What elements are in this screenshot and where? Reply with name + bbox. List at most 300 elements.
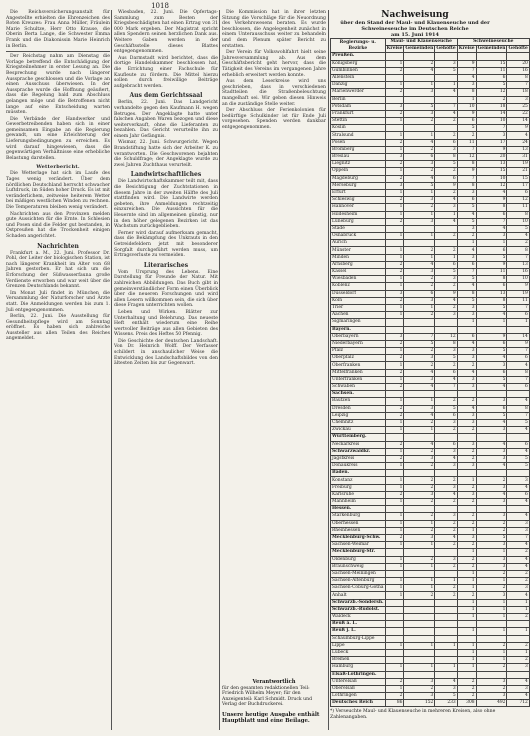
region-name: Trier <box>331 304 386 311</box>
region-name: Mecklenburg-Schw. <box>331 534 386 541</box>
region-name: Hamburg <box>331 664 386 671</box>
table-cell: 4 <box>457 340 476 347</box>
table-cell: 3 <box>404 110 435 117</box>
table-cell: 3 <box>476 448 507 455</box>
region-name: Oberhessen <box>331 520 386 527</box>
table-cell: 2 <box>385 340 404 347</box>
region-name: Wiesbaden <box>331 276 386 283</box>
table-cell: 1 <box>385 513 404 520</box>
table-cell: 5 <box>435 161 457 168</box>
table-cell: 1 <box>404 585 435 592</box>
region-name: Oberfranken <box>331 362 386 369</box>
region-name: Baden. <box>331 470 386 477</box>
table-cell: 2 <box>404 463 435 470</box>
header-gehoefte: Gehöfte <box>508 46 528 52</box>
header-gemeinden: Gemeinden <box>477 46 506 52</box>
table-row <box>331 247 530 254</box>
table-cell: 8 <box>457 290 476 297</box>
article-paragraph: Berlin, 22. Juni. Die Ausstellung für Gesundheitspflege wird am Sonntag eröffnet. Es haben sich zahlreiche Aussteller aus allen Teilen des Reiches angemeldet. <box>6 314 110 342</box>
table-cell: 4 <box>404 441 435 448</box>
table-cell: 1 <box>385 427 404 434</box>
table-cell: 2 <box>435 304 457 311</box>
table-cell <box>385 657 404 664</box>
table-cell: 7 <box>476 218 507 225</box>
table-cell <box>404 96 435 103</box>
table-cell: 1 <box>435 578 457 585</box>
table-cell: 12 <box>476 182 507 189</box>
article-paragraph: Berlin, 22. Juni. Das Landgericht verhandelte gegen den Kaufmann H. wegen Betruges. Der Angeklagte hatte unter falschen Angaben Waren bezogen und diese weiterverkauft, ohne die Lieferanten zu bezahlen. Das Gericht verurteilte ihn zu einem Jahr Gefängnis. <box>114 100 218 139</box>
region-name: Chemnitz <box>331 419 386 426</box>
table-cell: 1 <box>476 649 507 656</box>
table-cell: 6 <box>507 189 529 196</box>
table-row <box>331 441 530 448</box>
table-cell: 4 <box>457 369 476 376</box>
table-cell: 3 <box>457 225 476 232</box>
table-cell: 2 <box>435 132 457 139</box>
table-cell: 1 <box>457 240 476 247</box>
table-cell: 1 <box>476 319 507 326</box>
table-cell: 12 <box>507 197 529 204</box>
table-cell <box>457 53 476 60</box>
table-cell: 1 <box>457 606 476 613</box>
region-name: Osnabrück <box>331 233 386 240</box>
table-cell: 1 <box>404 398 435 405</box>
table-cell: 9 <box>476 197 507 204</box>
table-row <box>331 110 530 117</box>
table-cell <box>385 606 404 613</box>
table-cell <box>385 225 404 232</box>
table-cell <box>476 506 507 513</box>
table-cell <box>435 391 457 398</box>
table-cell: 5 <box>507 455 529 462</box>
article-paragraph: Die Geschichte der deutschen Landschaft. Von Dr. Heinrich Wolff. Der Verfasser schildert in anschaulicher Weise die Entwicklung des Landschaftsbildes von den ältesten Zeiten bis zur Gegenwart. <box>114 338 218 367</box>
region-name: Düsseldorf <box>331 290 386 297</box>
table-cell: 1 <box>507 649 529 656</box>
table-cell: 1 <box>385 211 404 218</box>
table-cell: 6 <box>457 118 476 125</box>
table-cell: 4 <box>435 455 457 462</box>
table-cell: 1 <box>385 484 404 491</box>
table-cell: 4 <box>476 189 507 196</box>
table-cell: 2 <box>404 419 435 426</box>
region-name: Aachen <box>331 312 386 319</box>
table-cell <box>435 649 457 656</box>
table-row <box>331 96 530 103</box>
table-cell: 15 <box>476 168 507 175</box>
table-row <box>331 384 530 391</box>
table-cell: 1 <box>385 585 404 592</box>
table-cell: 4 <box>435 678 457 685</box>
region-name: Koblenz <box>331 283 386 290</box>
table-cell: 8 <box>476 276 507 283</box>
table-cell: 1 <box>457 96 476 103</box>
table-cell: 2 <box>457 513 476 520</box>
editor-box <box>222 680 326 708</box>
table-cell: 2 <box>476 664 507 671</box>
table-cell: 8 <box>507 74 529 81</box>
table-cell: 2 <box>404 362 435 369</box>
table-cell: 2 <box>385 197 404 204</box>
table-cell: 3 <box>457 348 476 355</box>
table-cell: 3 <box>404 491 435 498</box>
table-cell: 6 <box>435 261 457 268</box>
edition-note: Unsere heutige Ausgabe enthält Hauptblatt und eine Beilage. <box>222 712 320 724</box>
article-paragraph: Wismar, 22. Juni. Schwurgericht. Wegen Brandstiftung hatte sich der Arbeiter K. zu verantworten. Die Geschworenen bejahten die Schuldfrage; der Angeklagte wurde zu zwei Jahren Zuchthaus verurteilt. <box>114 140 218 168</box>
region-name: Posen <box>331 139 386 146</box>
table-cell: 9 <box>476 146 507 153</box>
table-row <box>331 139 530 146</box>
table-row <box>331 103 530 110</box>
table-row <box>331 182 530 189</box>
table-cell: 1 <box>404 563 435 570</box>
table-cell: 1 <box>385 60 404 67</box>
table-cell: 5 <box>476 412 507 419</box>
table-cell: 2 <box>404 283 435 290</box>
table-cell <box>385 506 404 513</box>
table-cell: 3 <box>404 297 435 304</box>
table-cell: 4 <box>476 419 507 426</box>
table-cell <box>435 319 457 326</box>
table-cell: 2 <box>404 527 435 534</box>
table-cell: 7 <box>476 125 507 132</box>
table-cell: 4 <box>476 441 507 448</box>
table-cell: 3 <box>457 82 476 89</box>
table-row <box>331 520 530 527</box>
table-cell <box>385 240 404 247</box>
table-row <box>331 542 530 549</box>
region-name: Reuß ä. L. <box>331 621 386 628</box>
table-cell: 1 <box>457 599 476 606</box>
table-cell: 3 <box>404 678 435 685</box>
table-cell: 2 <box>435 585 457 592</box>
table-cell: 4 <box>435 89 457 96</box>
table-cell: 2 <box>404 592 435 599</box>
region-name: Mecklenburg-Str. <box>331 549 386 556</box>
region-name: Bremen <box>331 657 386 664</box>
editor-title: Verantwortlich <box>252 679 296 685</box>
region-name: Niederbayern <box>331 340 386 347</box>
table-cell: 8 <box>507 247 529 254</box>
table-cell: 3 <box>404 269 435 276</box>
table-cell <box>404 549 435 556</box>
table-cell: 16 <box>507 67 529 74</box>
table-row <box>331 168 530 175</box>
table-cell: 5 <box>404 182 435 189</box>
table-cell: 2 <box>457 398 476 405</box>
table-row <box>331 391 530 398</box>
region-name: Unterfranken <box>331 376 386 383</box>
region-name: Unterelsaß <box>331 678 386 685</box>
table-cell: 1 <box>385 527 404 534</box>
table-cell: 2 <box>507 578 529 585</box>
table-cell: 4 <box>507 592 529 599</box>
table-cell: 2 <box>385 139 404 146</box>
table-row <box>331 326 530 333</box>
table-cell: 2 <box>435 168 457 175</box>
table-cell <box>404 671 435 678</box>
table-cell <box>457 635 476 642</box>
table-row <box>331 599 530 606</box>
table-cell: 7 <box>507 254 529 261</box>
table-cell <box>385 53 404 60</box>
table-cell: 1 <box>457 477 476 484</box>
table-cell: 9 <box>507 283 529 290</box>
section-heading: Wetterbericht. <box>36 164 80 171</box>
table-row <box>331 283 530 290</box>
table-cell: 1 <box>457 657 476 664</box>
table-cell <box>404 125 435 132</box>
region-name: Sachsen-Coburg-Gotha <box>332 585 384 591</box>
table-cell: 14 <box>507 333 529 340</box>
table-cell: 1 <box>385 664 404 671</box>
table-cell: 1 <box>385 189 404 196</box>
table-cell: 1 <box>385 132 404 139</box>
table-cell: 3 <box>457 463 476 470</box>
table-row <box>331 82 530 89</box>
table-cell <box>435 506 457 513</box>
region-name: Oberelsaß <box>331 685 386 692</box>
table-cell: 1 <box>404 520 435 527</box>
table-cell: 6 <box>476 247 507 254</box>
table-cell: 3 <box>476 678 507 685</box>
table-cell: 3 <box>476 513 507 520</box>
table-cell <box>404 53 435 60</box>
region-name: Schwaben <box>331 384 386 391</box>
header-group-2: Schweineseuche <box>457 39 529 46</box>
table-cell <box>404 319 435 326</box>
table-cell: 5 <box>476 304 507 311</box>
table-cell <box>404 470 435 477</box>
table-cell: 8 <box>507 405 529 412</box>
table-cell: 3 <box>435 348 457 355</box>
table-cell <box>404 74 435 81</box>
table-cell: 5 <box>507 463 529 470</box>
table-cell: 1 <box>457 614 476 621</box>
table-cell: 10 <box>507 218 529 225</box>
table-cell: 1 <box>385 592 404 599</box>
table-cell <box>435 225 457 232</box>
table-cell: 1 <box>457 649 476 656</box>
table-cell: 2 <box>457 592 476 599</box>
table-row <box>331 369 530 376</box>
table-cell: 9 <box>457 110 476 117</box>
header-kreise: Kreise <box>386 46 403 52</box>
table-cell <box>476 635 507 642</box>
table-row <box>331 333 530 340</box>
table-cell: 1 <box>385 376 404 383</box>
table-cell: 1 <box>507 628 529 635</box>
table-cell <box>435 125 457 132</box>
region-name: Potsdam <box>331 103 386 110</box>
article-paragraph: Die Kommission hat in ihrer letzten Sitzung die Vorschläge für die Neuordnung des Verkehrswesens beraten. Es wurde beschlossen, die Angelegenheit zunächst in einem Unterausschuss weiter zu behandeln und dem Plenum später Bericht zu erstatten. <box>222 10 326 49</box>
table-footnote: *) Verseuchte Maul- und Klauenseuche in mehreren Kreisen, also ohne Zahlenangaben. <box>330 709 496 721</box>
table-cell: 5 <box>476 534 507 541</box>
table-cell: 1 <box>385 312 404 319</box>
table-row <box>331 578 530 585</box>
table-cell: 8 <box>435 154 457 161</box>
table-cell <box>404 570 435 577</box>
table-cell: 8 <box>457 89 476 96</box>
table-cell <box>435 671 457 678</box>
article-paragraph: Nachrichten aus den Provinzen melden gute Aussichten für die Ernte. In Schlesien und Posen sind die Felder gut bestanden, in Ostpreußen hat die Trockenheit einigen Schaden angerichtet. <box>6 211 110 239</box>
region-name: Stade <box>331 225 386 232</box>
table-cell: 4 <box>476 355 507 362</box>
table-cell: 7 <box>435 384 457 391</box>
table-cell: 4 <box>404 412 435 419</box>
table-row <box>331 506 530 513</box>
region-name: Königsberg <box>331 60 386 67</box>
table-cell: 14 <box>476 110 507 117</box>
table-cell: 3 <box>435 448 457 455</box>
header-kreise: Kreise <box>458 46 475 52</box>
table-cell: 19 <box>507 290 529 297</box>
table-cell <box>404 628 435 635</box>
table-cell: 18 <box>476 103 507 110</box>
table-cell: 2 <box>435 118 457 125</box>
table-row <box>331 398 530 405</box>
table-row <box>331 463 530 470</box>
region-name: Oberpfalz <box>331 355 386 362</box>
table-row <box>331 642 530 649</box>
table-cell: 5 <box>457 218 476 225</box>
table-cell: 21 <box>507 168 529 175</box>
region-name: Preußen. <box>331 53 386 60</box>
region-name: Schaumburg-Lippe <box>331 635 386 642</box>
table-cell: 8 <box>476 297 507 304</box>
table-cell: 9 <box>476 333 507 340</box>
table-cell: 1 <box>476 606 507 613</box>
table-cell <box>385 434 404 441</box>
column-divider <box>328 10 329 730</box>
table-cell: 1 <box>385 578 404 585</box>
table-cell: 2 <box>435 427 457 434</box>
table-row <box>331 649 530 656</box>
table-row <box>331 549 530 556</box>
table-cell: 2 <box>404 685 435 692</box>
table-cell: 4 <box>457 405 476 412</box>
table-cell <box>457 391 476 398</box>
article-paragraph: Ferner wird darauf aufmerksam gemacht, dass die Bekämpfung des Unkrauts in den Getreidefeldern jetzt mit besonderer Sorgfalt durchgeführt werden muss, um Ertragsverluste zu vermeiden. <box>114 230 218 259</box>
region-name: Lippe <box>331 642 386 649</box>
table-cell: 3 <box>507 520 529 527</box>
region-name: Schwarzwaldkr. <box>331 448 386 455</box>
table-cell: 5 <box>435 405 457 412</box>
table-cell: 6 <box>507 312 529 319</box>
region-name: Marienwerder <box>331 89 386 96</box>
table-cell: 2 <box>385 455 404 462</box>
region-name: Hessen. <box>331 506 386 513</box>
column-divider <box>111 10 112 730</box>
table-cell <box>385 649 404 656</box>
table-cell <box>404 621 435 628</box>
table-cell: 5 <box>457 204 476 211</box>
region-name: Hildesheim <box>331 211 386 218</box>
table-cell: 4 <box>507 513 529 520</box>
table-cell: 2 <box>385 534 404 541</box>
region-name: Sachsen-Weimar <box>331 542 386 549</box>
table-cell: 5 <box>507 419 529 426</box>
page-number: 1018 <box>151 2 169 10</box>
table-cell: 10 <box>457 103 476 110</box>
table-cell: 4 <box>404 369 435 376</box>
table-row <box>331 276 530 283</box>
table-cell: 3 <box>476 592 507 599</box>
table-cell: 1 <box>435 82 457 89</box>
table-cell: 1 <box>385 283 404 290</box>
table-cell <box>507 434 529 441</box>
article-paragraph: Vom Ursprung des Lebens. Eine Darstellung für Freunde der Natur. Mit zahlreichen Abbildungen. Das Buch gibt in gemeinverständlicher Form einen Überblick über die neueren Forschungen und wird allen Lesern willkommen sein, die sich über diese Fragen unterrichten wollen. <box>114 269 218 309</box>
region-name: Bromberg <box>331 146 386 153</box>
table-cell: 1 <box>385 204 404 211</box>
table-row <box>331 412 530 419</box>
column-divider <box>219 10 220 730</box>
table-cell: 1 <box>457 578 476 585</box>
table-cell: 2 <box>385 175 404 182</box>
table-cell: 1 <box>435 664 457 671</box>
region-name: Lüneburg <box>331 218 386 225</box>
table-cell: 3 <box>435 312 457 319</box>
table-cell: 2 <box>476 527 507 534</box>
table-cell: 3 <box>476 563 507 570</box>
table-cell: 2 <box>435 527 457 534</box>
table-cell: 2 <box>435 499 457 506</box>
table-cell: 1 <box>385 348 404 355</box>
table-cell: 4 <box>457 247 476 254</box>
table-cell <box>507 621 529 628</box>
table-cell <box>457 506 476 513</box>
table-cell: 4 <box>507 233 529 240</box>
statistics-table <box>330 38 530 707</box>
table-cell: 3 <box>435 556 457 563</box>
table-cell: 2 <box>435 592 457 599</box>
table-cell: 2 <box>385 110 404 117</box>
editor-text: für den gesamten redaktionellen Teil: Friedrich Wilhelm Meyer; für den Anzeigenteil: Karl Schmidt. Druck und Verlag der Buchdruckerei. <box>222 685 313 708</box>
table-row <box>331 297 530 304</box>
table-cell: 2 <box>457 484 476 491</box>
header-gemeinden: Gemeinden <box>405 46 434 52</box>
table-cell: 1 <box>404 642 435 649</box>
table-cell: 2 <box>457 563 476 570</box>
table-cell <box>435 628 457 635</box>
table-cell: 2 <box>385 441 404 448</box>
table-cell: 3 <box>435 60 457 67</box>
table-cell: 4 <box>476 312 507 319</box>
table-cell: 6 <box>476 283 507 290</box>
region-name: Mittelfranken <box>331 369 386 376</box>
table-cell: 2 <box>385 355 404 362</box>
article-paragraph: Die Verbände der Handwerker und Gewerbetreibenden haben sich in einer gemeinsamen Eingabe an die Regierung gewandt, um eine Erleichterung der Lieferungsbedingungen zu erreichen. Es wird darauf hingewiesen, dass die gegenwärtigen Verhältnisse eine erhebliche Belastung darstellen. <box>6 116 110 161</box>
table-cell: 2 <box>385 161 404 168</box>
table-cell: 3 <box>404 376 435 383</box>
table-cell: 2 <box>457 542 476 549</box>
table-cell: 7 <box>507 304 529 311</box>
table-cell: 6 <box>476 74 507 81</box>
table-row <box>331 233 530 240</box>
table-cell <box>404 326 435 333</box>
table-cell <box>476 53 507 60</box>
table-cell <box>507 506 529 513</box>
table-cell: 7 <box>457 175 476 182</box>
table-cell <box>435 614 457 621</box>
header-region: Regierungs- u. Bezirke <box>331 39 386 53</box>
table-title: Nachweisung <box>381 10 449 20</box>
article-paragraph: Leben und Wirken. Blätter zur Unterhaltung und Belehrung. Das neueste Heft enthält wiederum eine Reihe wertvoller Beiträge aus allen Gebieten des Wissens. Preis des Heftes 50 Pfennig. <box>114 309 218 338</box>
region-name: Minden <box>331 254 386 261</box>
table-cell: 13 <box>507 146 529 153</box>
table-cell: 2 <box>385 89 404 96</box>
table-cell <box>404 225 435 232</box>
table-cell: 2 <box>385 412 404 419</box>
